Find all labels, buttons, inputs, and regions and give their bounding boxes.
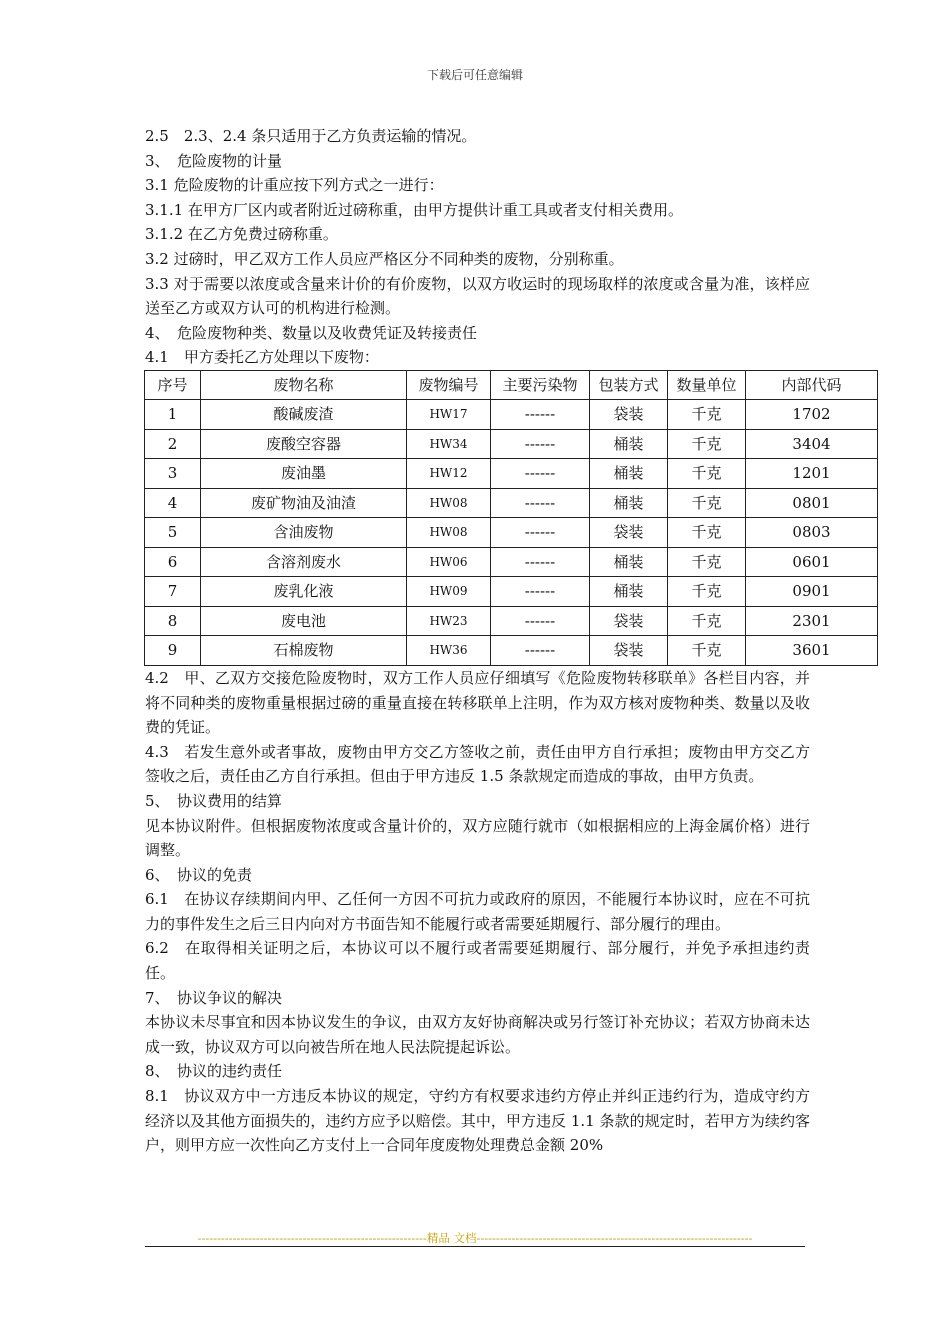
paragraph: 6、 协议的免责 (145, 865, 253, 884)
table-cell: ------ (491, 459, 590, 489)
table-cell: HW36 (407, 636, 491, 666)
column-header: 序号 (145, 370, 201, 400)
waste-table (144, 370, 878, 666)
table-cell: 千克 (668, 636, 746, 666)
page-header: 下载后可任意编辑 (426, 68, 523, 82)
table-cell: 千克 (668, 577, 746, 607)
paragraph: 5、 协议费用的结算 (145, 791, 283, 810)
paragraph: 4.1 甲方委托乙方处理以下废物： (145, 348, 379, 367)
table-cell: 含油废物 (201, 518, 407, 548)
paragraph: 2.5 2.3、2.4 条只适用于乙方负责运输的情况。 (145, 127, 477, 145)
table-cell: 桶装 (590, 459, 668, 489)
table-row (145, 400, 878, 430)
table-cell: 废电池 (201, 606, 407, 636)
table-cell: ------ (491, 636, 590, 666)
table-cell: 3 (145, 459, 201, 489)
column-header: 主要污染物 (491, 370, 590, 400)
table-cell: 千克 (668, 606, 746, 636)
table-cell: 废酸空容器 (201, 429, 407, 459)
paragraph: 3.1.1 在甲方厂区内或者附近过磅称重，由甲方提供计重工具或者支付相关费用。 (145, 200, 683, 219)
table-cell: HW09 (407, 577, 491, 607)
table-row (145, 636, 878, 666)
table-cell: 含溶剂废水 (201, 547, 407, 577)
section-before-table (145, 124, 810, 370)
table-cell: 4 (145, 488, 201, 518)
table-cell: ------ (491, 606, 590, 636)
table-row (145, 429, 878, 459)
table-row (145, 547, 878, 577)
table-cell: 千克 (668, 459, 746, 489)
table-cell: 0901 (746, 577, 878, 607)
table-cell: HW17 (407, 400, 491, 430)
table-cell: 酸碱废渣 (201, 400, 407, 430)
table-cell: 废矿物油及油渣 (201, 488, 407, 518)
paragraph: 3、 危险废物的计量 (145, 151, 283, 170)
table-cell: 5 (145, 518, 201, 548)
table-cell: 废油墨 (201, 459, 407, 489)
table-cell: ------ (491, 400, 590, 430)
table-cell: 1201 (746, 459, 878, 489)
table-cell: 桶装 (590, 488, 668, 518)
paragraph: 3.2 过磅时，甲乙双方工作人员应严格区分不同种类的废物，分别称重。 (145, 249, 624, 268)
paragraph: 见本协议附件。但根据废物浓度或含量计价的，双方应随行就市（如根据相应的上海金属价格）进行调整。 (145, 816, 810, 860)
table-cell: 3601 (746, 636, 878, 666)
column-header: 包装方式 (590, 370, 668, 400)
table-row (145, 577, 878, 607)
table-cell: 1702 (746, 400, 878, 430)
table-cell: 石棉废物 (201, 636, 407, 666)
section-after-table (145, 666, 810, 1158)
table-row (145, 518, 878, 548)
table-cell: ------ (491, 488, 590, 518)
table-cell: 袋装 (590, 636, 668, 666)
table-cell: 9 (145, 636, 201, 666)
table-cell: 2301 (746, 606, 878, 636)
table-cell: HW12 (407, 459, 491, 489)
table-cell: 0801 (746, 488, 878, 518)
paragraph: 4.3 若发生意外或者事故，废物由甲方交乙方签收之前，责任由甲方自行承担；废物由甲方交乙方签收之后，责任由乙方自行承担。但由于甲方违反 1.5 条款规定而造成的事故，由甲方负责。 (145, 742, 810, 786)
table-cell: 3404 (746, 429, 878, 459)
paragraph: 8.1 协议双方中一方违反本协议的规定，守约方有权要求违约方停止并纠正违约行为，造成守约方经济以及其他方面损失的，违约方应予以赔偿。其中，甲方违反 1.1 条款的规定时，若甲方为续约客户，则甲方应一次性向乙方支付上一合同年度废物处理费总金额 20% (145, 1087, 810, 1155)
paragraph: 7、 协议争议的解决 (145, 988, 283, 1007)
column-header: 废物编号 (407, 370, 491, 400)
footer-divider (145, 1246, 805, 1247)
paragraph: 3.3 对于需要以浓度或含量来计价的有价废物，以双方收运时的现场取样的浓度或含量为准，该样应送至乙方或双方认可的机构进行检测。 (145, 274, 810, 318)
table-cell: ------ (491, 518, 590, 548)
paragraph: 8、 协议的违约责任 (145, 1062, 283, 1081)
table-cell: 袋装 (590, 606, 668, 636)
table-cell: 6 (145, 547, 201, 577)
table-cell: ------ (491, 429, 590, 459)
table-body (145, 400, 878, 666)
table-cell: HW08 (407, 518, 491, 548)
table-header-row (145, 370, 878, 400)
table-cell: 千克 (668, 488, 746, 518)
table-cell: 1 (145, 400, 201, 430)
table-cell: 千克 (668, 518, 746, 548)
table-cell: 7 (145, 577, 201, 607)
table-cell: 桶装 (590, 429, 668, 459)
table-cell: 0803 (746, 518, 878, 548)
table-cell: 桶装 (590, 547, 668, 577)
table-cell: HW23 (407, 606, 491, 636)
paragraph: 3.1 危险废物的计重应按下列方式之一进行： (145, 176, 444, 195)
table-cell: 千克 (668, 400, 746, 430)
table-cell: 桶装 (590, 577, 668, 607)
paragraph: 6.2 在取得相关证明之后，本协议可以不履行或者需要延期履行、部分履行，并免予承担违约责任。 (145, 939, 810, 983)
table-row (145, 606, 878, 636)
table-cell: HW06 (407, 547, 491, 577)
paragraph: 4、 危险废物种类、数量以及收费凭证及转接责任 (145, 323, 478, 342)
table-cell: 千克 (668, 429, 746, 459)
table-cell: ------ (491, 577, 590, 607)
column-header: 内部代码 (746, 370, 878, 400)
table-cell: 千克 (668, 547, 746, 577)
table-row (145, 488, 878, 518)
paragraph: 3.1.2 在乙方免费过磅称重。 (145, 225, 338, 244)
table-cell: 袋装 (590, 518, 668, 548)
table-cell: HW08 (407, 488, 491, 518)
document-body (145, 124, 842, 1158)
table-cell: HW34 (407, 429, 491, 459)
table-cell: 2 (145, 429, 201, 459)
table-cell: 0601 (746, 547, 878, 577)
footer-text: -----------------------------------------------------------精品 文档----------------------------------------------------------------------- (197, 1231, 753, 1245)
column-header: 数量单位 (668, 370, 746, 400)
paragraph: 6.1 在协议存续期间内甲、乙任何一方因不可抗力或政府的原因，不能履行本协议时，应在不可抗力的事件发生之后三日内向对方书面告知不能履行或者需要延期履行、部分履行的理由。 (145, 890, 810, 933)
table-row (145, 459, 878, 489)
table-cell: 废乳化液 (201, 577, 407, 607)
table-cell: 8 (145, 606, 201, 636)
table-cell: ------ (491, 547, 590, 577)
column-header: 废物名称 (201, 370, 407, 400)
paragraph: 4.2 甲、乙双方交接危险废物时，双方工作人员应仔细填写《危险废物转移联单》各栏目内容，并将不同种类的废物重量根据过磅的重量直接在转移联单上注明，作为双方核对废物种类、数量以及收费的凭证。 (145, 668, 810, 737)
table-cell: 袋装 (590, 400, 668, 430)
paragraph: 本协议未尽事宜和因本协议发生的争议，由双方友好协商解决或另行签订补充协议；若双方协商未达成一致，协议双方可以向被告所在地人民法院提起诉讼。 (145, 1013, 810, 1056)
